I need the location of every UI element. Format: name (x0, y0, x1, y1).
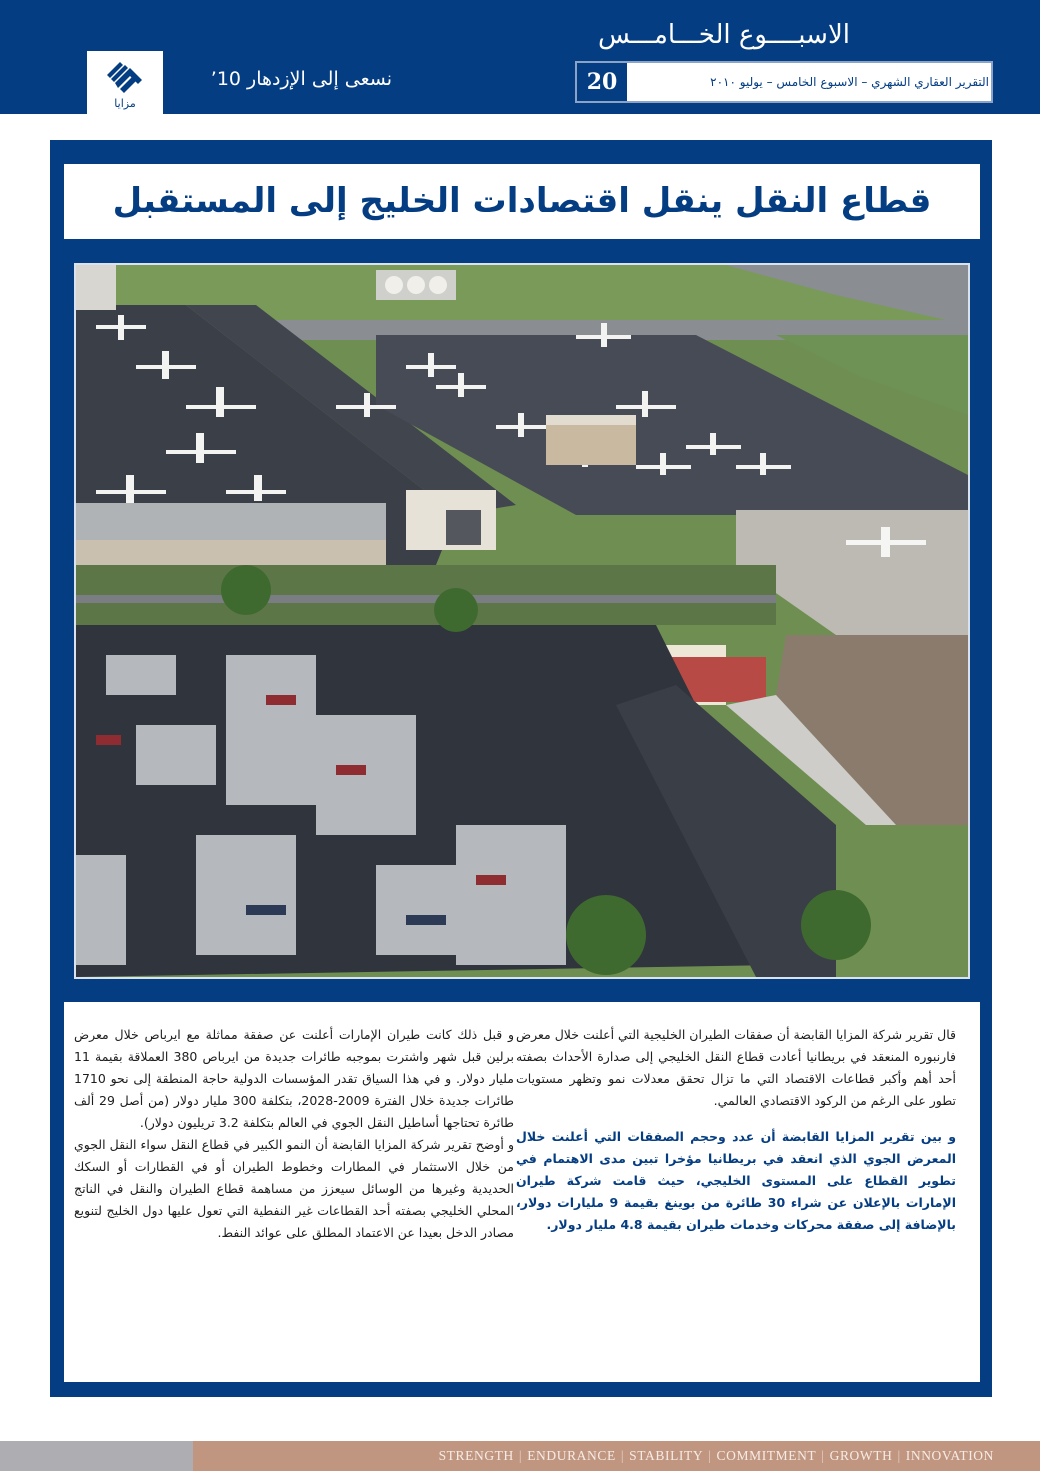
airport-aerial-photo (74, 263, 970, 979)
article-paragraph: و قبل ذلك كانت طيران الإمارات أعلنت عن صفقة مماثلة مع ايرباص خلال معرض برلين قبل شهر واشترت بموجبه طائرات جديدة من ايرباص 380 العملاقة بقيمة 11 مليار دولار. و في هذا السياق تقدر المؤسسات الدولية حاجة المنطقة إلى نحو 1710 طائرات جديدة خلال الفترة 2009-2028، بتكلفة 300 مليار دولار (من أصل 29 ألف طائرة تحتاجها أساطيل النقل الجوي في العالم بتكلفة 3.2 تريليون دولار). (74, 1027, 514, 1130)
report-info-bar (575, 61, 993, 103)
value-growth: GROWTH (829, 1448, 893, 1463)
company-logo (87, 51, 163, 114)
article-paragraph: و أوضح تقرير شركة المزايا القابضة أن النمو الكبير في قطاع النقل سواء النقل الجوي من خلال الاستثمار في المطارات وخطوط الطيران أو في القطارات أو السكك الحديدية وغيرها من الوسائل سيعزز من مساهمة قطاع الطيران والنقل في الناتج المحلي الخليجي بصفته أحد القطاعات غير النفطية التي تعول عليها دول الخليج لتنويع مصادر الدخل بعيدا عن الاعتماد المطلق على عوائد النفط. (74, 1137, 514, 1240)
company-values (439, 1441, 994, 1471)
value-innovation: INNOVATION (905, 1448, 994, 1463)
separator: | (620, 1448, 625, 1463)
footer-values-bar (193, 1441, 1040, 1471)
page-number: 20 (577, 63, 627, 101)
mazaya-logo-icon (87, 51, 163, 95)
article-column-right (516, 1024, 956, 1236)
separator: | (897, 1448, 901, 1463)
logo-text: مزايا (114, 97, 136, 110)
separator: | (821, 1448, 825, 1463)
footer-gray-block (0, 1441, 193, 1471)
separator: | (518, 1448, 523, 1463)
article-text-panel (64, 1002, 980, 1382)
article-paragraph: قال تقرير شركة المزايا القابضة أن صفقات الطيران الخليجية التي أعلنت خلال معرض فارنبوره المنعقد في بريطانيا أعادت قطاع النقل الخليجي إلى صدارة الأحداث بصفته أحد أهم وأكبر قطاعات الاقتصاد التي ما تزال تحقق معدلات نمو وتظهر مستويات تطور على الرغم من الركود الاقتصادي العالمي. (516, 1027, 956, 1108)
page-header (0, 0, 1040, 114)
article-frame (50, 140, 992, 1397)
airport-photo-icon (76, 265, 968, 977)
tagline: نسعى إلى الإزدهار 10’ (210, 68, 392, 90)
report-line: التقرير العقاري الشهري – الاسبوع الخامس – يوليو ٢٠١٠ (710, 75, 989, 89)
article-headline: قطاع النقل ينقل اقتصادات الخليج إلى المستقبل (112, 181, 932, 221)
value-commitment: COMMITMENT (716, 1448, 817, 1463)
week-title: الاسبــــوع الخـــامـــس (598, 20, 850, 50)
value-strength: STRENGTH (438, 1448, 514, 1463)
value-stability: STABILITY (629, 1448, 704, 1463)
value-endurance: ENDURANCE (527, 1448, 616, 1463)
headline-box (64, 164, 980, 239)
article-highlight-paragraph: و بين تقرير المزايا القابضة أن عدد وحجم الصفقات التي أعلنت خلال المعرض الجوي الذي انعقد في بريطانيا مؤخرا تبين مدى الاهتمام في تطوير القطاع على المستوى الخليجي، حيث قامت شركة طيران الإمارات بالإعلان عن شراء 30 طائرة من بوينغ بقيمة 9 مليارات دولار، بالإضافة إلى صفقة محركات وخدمات طيران بقيمة 4.8 مليار دولار. (516, 1129, 956, 1232)
article-column-left (74, 1024, 514, 1244)
separator: | (708, 1448, 712, 1463)
